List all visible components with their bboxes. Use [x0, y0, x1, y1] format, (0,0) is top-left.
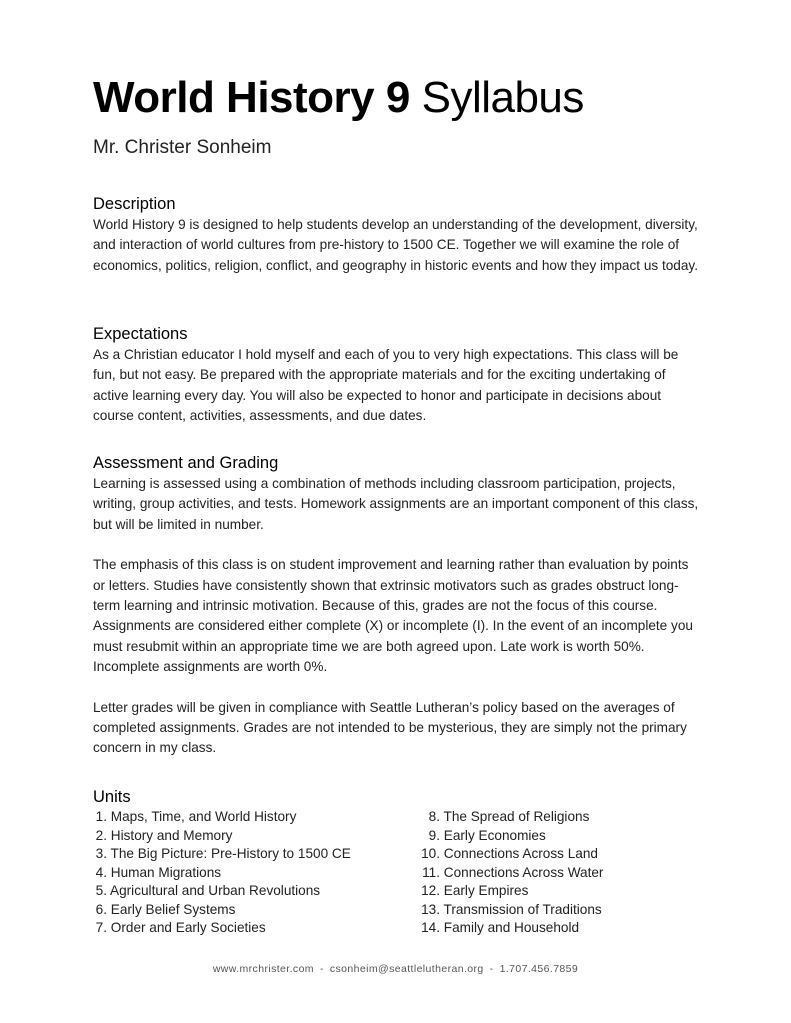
section-paragraph: Letter grades will be given in compliance with Seattle Lutheran’s policy based on the averages of completed assignments. Grades are not intended to be mysterious, they are simply not the primary concern in my class.: [93, 699, 687, 756]
unit-number: 4.: [95, 864, 107, 880]
section-paragraph: Learning is assessed using a combination of methods including classroom participation, projects, writing, group activities, and tests. Homework assignments are an important component of this class, but will be limited in number.: [93, 476, 699, 532]
unit-label: Family and Household: [443, 920, 580, 935]
list-item: [418, 827, 703, 846]
website-link[interactable]: www.mrchrister.com: [212, 963, 314, 975]
list-item: [93, 901, 393, 920]
units-column-left: [93, 808, 393, 938]
footer-contact: [0, 962, 791, 976]
section-paragraph: As a Christian educator I hold myself and each of you to very high expectations. This class will be fun, but not easy. Be prepared with the appropriate materials and for the exciting undertaking of active learning every day. You will also be expected to honor and participate in decisions about course content, activities, assessments, and due dates.: [93, 347, 679, 424]
unit-number: 3.: [95, 846, 107, 861]
unit-label: Transmission of Traditions: [443, 901, 602, 917]
unit-number: 2.: [95, 827, 107, 843]
unit-number: 6.: [95, 901, 107, 917]
section-heading: Expectations: [93, 325, 188, 343]
unit-number: 8.: [428, 809, 440, 824]
unit-label: History and Memory: [110, 827, 233, 843]
footer-separator: -: [489, 963, 494, 975]
list-item: [93, 882, 393, 901]
unit-label: Early Economies: [443, 827, 546, 843]
unit-number: 1.: [95, 809, 107, 824]
section-heading: Units: [93, 788, 131, 806]
footer-separator: -: [319, 963, 324, 975]
unit-label: Human Migrations: [110, 864, 222, 880]
list-item: [93, 808, 393, 827]
unit-number: 13.: [421, 901, 440, 917]
list-item: [418, 901, 703, 920]
unit-number: 5.: [95, 883, 107, 898]
phone-number: 1.707.456.7859: [499, 963, 579, 975]
title-course: World History 9: [93, 73, 410, 122]
section-paragraph: World History 9 is designed to help students develop an understanding of the development, diversity, and interaction of world cultures from pre-history to 1500 CE. Together we will examine the role of economics, politics, religion, conflict, and geography in historic events and how they impact us today.: [93, 217, 698, 273]
section-expectations: [93, 323, 703, 427]
unit-number: 7.: [95, 920, 107, 935]
unit-label: Early Empires: [443, 883, 529, 898]
list-item: [418, 845, 703, 864]
unit-label: Connections Across Land: [443, 846, 598, 861]
unit-number: 11.: [422, 864, 440, 880]
title-suffix: Syllabus: [421, 73, 584, 122]
unit-label: The Big Picture: Pre-History to 1500 CE: [110, 846, 351, 861]
section-assessment-grading: [93, 452, 703, 759]
list-item: [93, 827, 393, 846]
list-item: [418, 864, 703, 883]
list-item: [93, 919, 393, 938]
units-list: [93, 808, 703, 938]
unit-label: Agricultural and Urban Revolutions: [110, 883, 321, 898]
instructor-name: Mr. Christer Sonheim: [93, 137, 272, 158]
section-paragraph: The emphasis of this class is on student improvement and learning rather than evaluation by points or letters. Studies have consistently shown that extrinsic motivators such as grades obstruct long-term learning and intrinsic motivation. Because of this, grades are not the focus of this course. Assignments are considered either complete (X) or incomplete (I). In the event of an incomplete you must resubmit within an appropriate time we are both agreed upon. Late work is worth 50%. Incomplete assignments are worth 0%.: [93, 557, 693, 675]
unit-label: Early Belief Systems: [110, 901, 236, 917]
unit-label: The Spread of Religions: [443, 809, 590, 824]
unit-number: 12.: [421, 883, 440, 898]
unit-label: Order and Early Societies: [110, 920, 266, 935]
list-item: [418, 882, 703, 901]
section-heading: Description: [93, 195, 176, 213]
section-units: [93, 786, 703, 938]
unit-number: 10.: [421, 846, 440, 861]
section-heading: Assessment and Grading: [93, 454, 279, 472]
list-item: [418, 808, 703, 827]
units-column-right: [418, 808, 703, 938]
unit-label: Maps, Time, and World History: [110, 809, 297, 824]
unit-number: 9.: [428, 827, 440, 843]
unit-number: 14.: [421, 920, 440, 935]
unit-label: Connections Across Water: [443, 864, 604, 880]
page-title: [93, 72, 584, 124]
email-link[interactable]: csonheim@seattlelutheran.org: [329, 963, 484, 975]
section-description: [93, 193, 703, 276]
list-item: [418, 919, 703, 938]
list-item: [93, 864, 393, 883]
list-item: [93, 845, 393, 864]
